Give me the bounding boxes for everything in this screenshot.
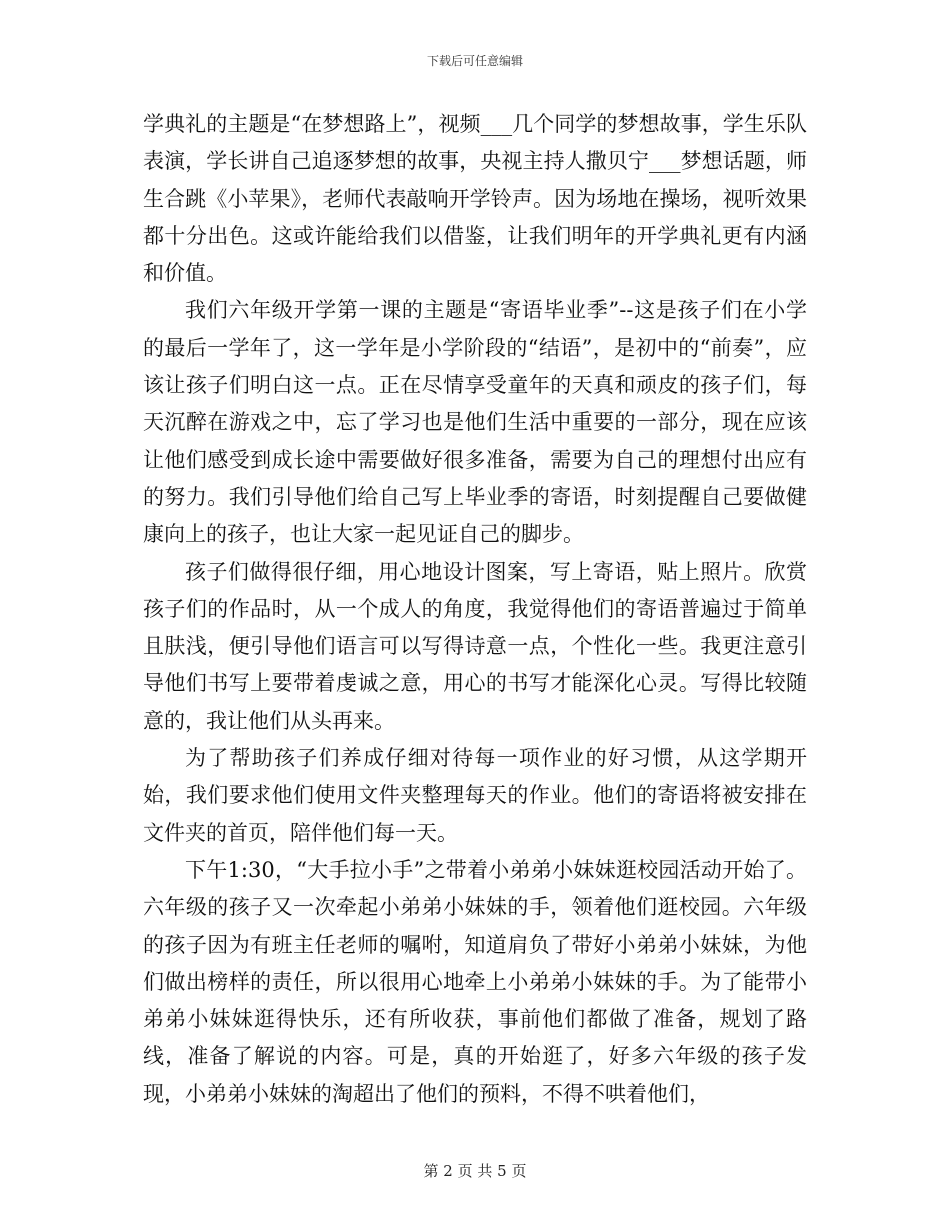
paragraph-5: 下午1:30，“大手拉小手”之带着小弟弟小妹妹逛校园活动开始了。六年级的孩子又一次牵起小弟弟小妹妹的手，领着他们逛校园。六年级的孩子因为有班主任老师的嘱咐，知道肩负了带好小弟弟小妹妹，为他们做出榜样的责任，所以很用心地牵上小弟弟小妹妹的手。为了能带小弟弟小妹妹逛得快乐，还有所收获，事前他们都做了准备，规划了路线，准备了解说的内容。可是，真的开始逛了，好多六年级的孩子发现，小弟弟小妹妹的淘超出了他们的预料，不得不哄着他们，	[143, 857, 807, 1106]
paragraph-1: 学典礼的主题是“在梦想路上”，视频___几个同学的梦想故事，学生乐队表演，学长讲自己追逐梦想的故事，央视主持人撒贝宁___梦想话题，师生合跳《小苹果》，老师代表敲响开学铃声。因为场地在操场，视听效果都十分出色。这或许能给我们以借鉴，让我们明年的开学典礼更有内涵和价值。	[143, 112, 807, 286]
paragraph-4: 为了帮助孩子们养成仔细对待每一项作业的好习惯，从这学期开始，我们要求他们使用文件夹整理每天的作业。他们的寄语将被安排在文件夹的首页，陪伴他们每一天。	[143, 746, 807, 845]
paragraph-2: 我们六年级开学第一课的主题是“寄语毕业季”--这是孩子们在小学的最后一学年了，这一学年是小学阶段的“结语”，是初中的“前奏”，应该让孩子们明白这一点。正在尽情享受童年的天真和顽皮的孩子们，每天沉醉在游戏之中，忘了学习也是他们生活中重要的一部分，现在应该让他们感受到成长途中需要做好很多准备，需要为自己的理想付出应有的努力。我们引导他们给自己写上毕业季的寄语，时刻提醒自己要做健康向上的孩子，也让大家一起见证自己的脚步。	[143, 298, 807, 547]
page-header: 下载后可任意编辑	[426, 54, 523, 68]
page-footer: 第 2 页 共 5 页	[423, 1162, 527, 1180]
document-body	[143, 106, 807, 1113]
paragraph-3: 孩子们做得很仔细，用心地设计图案，写上寄语，贴上照片。欣赏孩子们的作品时，从一个成人的角度，我觉得他们的寄语普遍过于简单且肤浅，便引导他们语言可以写得诗意一点，个性化一些。我更注意引导他们书写上要带着虔诚之意，用心的书写才能深化心灵。写得比较随意的，我让他们从头再来。	[143, 559, 807, 733]
